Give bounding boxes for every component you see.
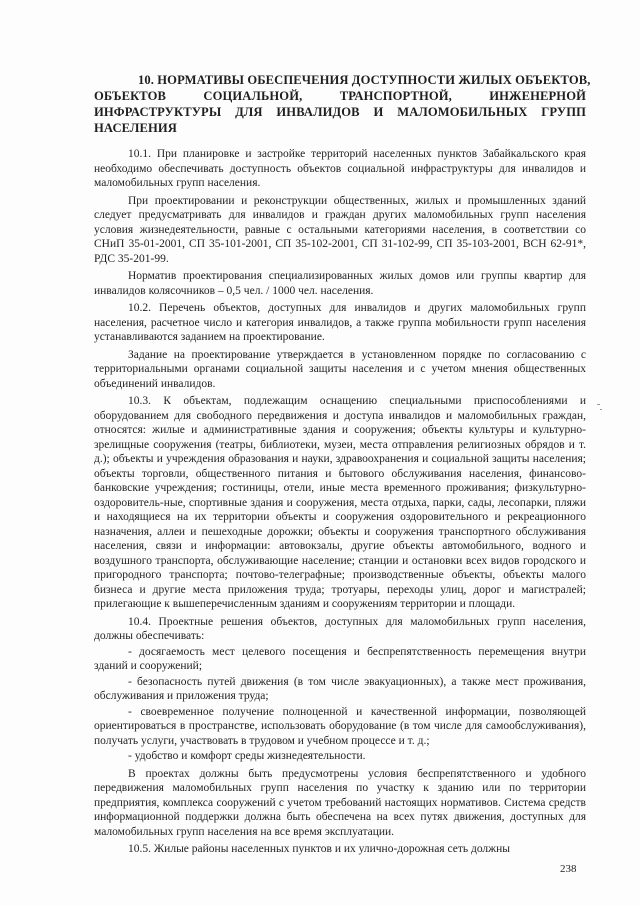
paragraph-design-assignment: Задание на проектирование утверждается в установленном порядке по согласованию с территориальными органами социальной защиты населения и с учетом мнения общественных объединений инвалидов.	[94, 348, 586, 390]
paragraph-projects: В проектах должны быть предусмотрены условия беспрепятственного и удобного передвижения маломобильных групп населения по участку к зданию или по территории предприятия, комплекса сооружений с учетом требований настоящих нормативов. Система средств информационной поддержки должна быть обеспечена на всех путях движения, доступных для маломобильных групп населения на все время эксплуатации.	[94, 767, 586, 838]
heading-line: ИНФРАСТРУКТУРЫ ДЛЯ ИНВАЛИДОВ И МАЛОМОБИЛЬНЫХ ГРУПП	[94, 105, 586, 119]
paragraph-10-2: 10.2. Перечень объектов, доступных для инвалидов и других маломобильных групп населения, расчетное число и категория инвалидов, а также группа мобильности групп населения устанавливаются заданием на проектирование.	[94, 302, 586, 343]
paragraph-10-5: 10.5. Жилые районы населенных пунктов и их улично-дорожная сеть должны	[128, 843, 510, 855]
list-item: - своевременное получение полноценной и качественной информации, позволяющей ориентироваться в пространстве, использовать оборудование (в том числе для самообслуживания), получать услуги, участвовать в трудовом и учебном процессе и т. д.;	[94, 705, 586, 747]
scan-speck	[600, 409, 602, 410]
list-item: - досягаемость мест целевого посещения и беспрепятственность перемещения внутри зданий и сооружений;	[94, 645, 586, 672]
page-number: 238	[560, 863, 577, 875]
paragraph-10-1: 10.1. При планировке и застройке территорий населенных пунктов Забайкальского края необходимо обеспечивать доступность объектов социальной инфраструктуры для инвалидов и маломобильных групп населения.	[94, 148, 586, 189]
list-item: - удобство и комфорт среды жизнедеятельности.	[128, 750, 366, 762]
body-text	[94, 147, 586, 860]
list-item: - безопасность путей движения (в том числе эвакуационных), а также мест проживания, обслуживания и приложения труда;	[94, 675, 586, 702]
scan-speck	[597, 404, 600, 405]
heading-line: ОБЪЕКТОВ СОЦИАЛЬНОЙ, ТРАНСПОРТНОЙ, ИНЖЕНЕРНОЙ	[94, 89, 586, 103]
heading-line: 10. НОРМАТИВЫ ОБЕСПЕЧЕНИЯ ДОСТУПНОСТИ ЖИЛЫХ ОБЪЕКТОВ,	[138, 73, 591, 87]
paragraph-10-3: 10.3. К объектам, подлежащим оснащению специальными приспособлениями и оборудованием для свободного передвижения и доступа инвалидов и маломобильных граждан, относятся: жилые и административные здания и сооружения; объекты культуры и культурно-зрелищные сооружения (театры, библиотеки, музеи, места отправления религиозных обрядов и т. д.); объекты и учреждения образования и науки, здравоохранения и социальной защиты населения; объекты торговли, общественного питания и бытового обслуживания населения, финансово-банковские учреждения; гостиницы, отели, иные места временного проживания; физкультурно-оздоровитель-ные, спортивные здания и сооружения, места отдыха, парки, сады, лесопарки, пляжи и находящиеся на их территории объекты и сооружения оздоровительного и рекреационного назначения, аллеи и пешеходные дорожки; объекты и сооружения транспортного обслуживания населения, связи и информации: автовокзалы, другие объекты автомобильного, водного и воздушного транспорта, обслуживающие население; станции и остановки всех видов городского и пригородного транспорта; почтово-телеграфные; производственные объекты, объекты малого бизнеса и другие места приложения труда; тротуары, переходы улиц, дорог и магистралей; прилегающие к вышеперечисленным зданиям и сооружениям территории и площади.	[94, 395, 586, 610]
paragraph-design-requirements: При проектировании и реконструкции общественных, жилых и промышленных зданий следует предусматривать для инвалидов и граждан других маломобильных групп населения условия жизнедеятельности, равные с остальными категориями населения, в соответствии со СНиП 35-01-2001, СП 35-101-2001, СП 35-102-2001, СП 31-102-99, СП 35-103-2001, ВСН 62-91*, РДС 35-201-99.	[94, 194, 586, 265]
section-heading	[94, 72, 591, 136]
paragraph-10-4: 10.4. Проектные решения объектов, доступных для маломобильных групп населения, должны обеспечивать:	[94, 615, 586, 642]
paragraph-housing-norm: Норматив проектирования специализированных жилых домов или группы квартир для инвалидов колясочников – 0,5 чел. / 1000 чел. населения.	[94, 270, 586, 297]
heading-line: НАСЕЛЕНИЯ	[94, 121, 177, 135]
